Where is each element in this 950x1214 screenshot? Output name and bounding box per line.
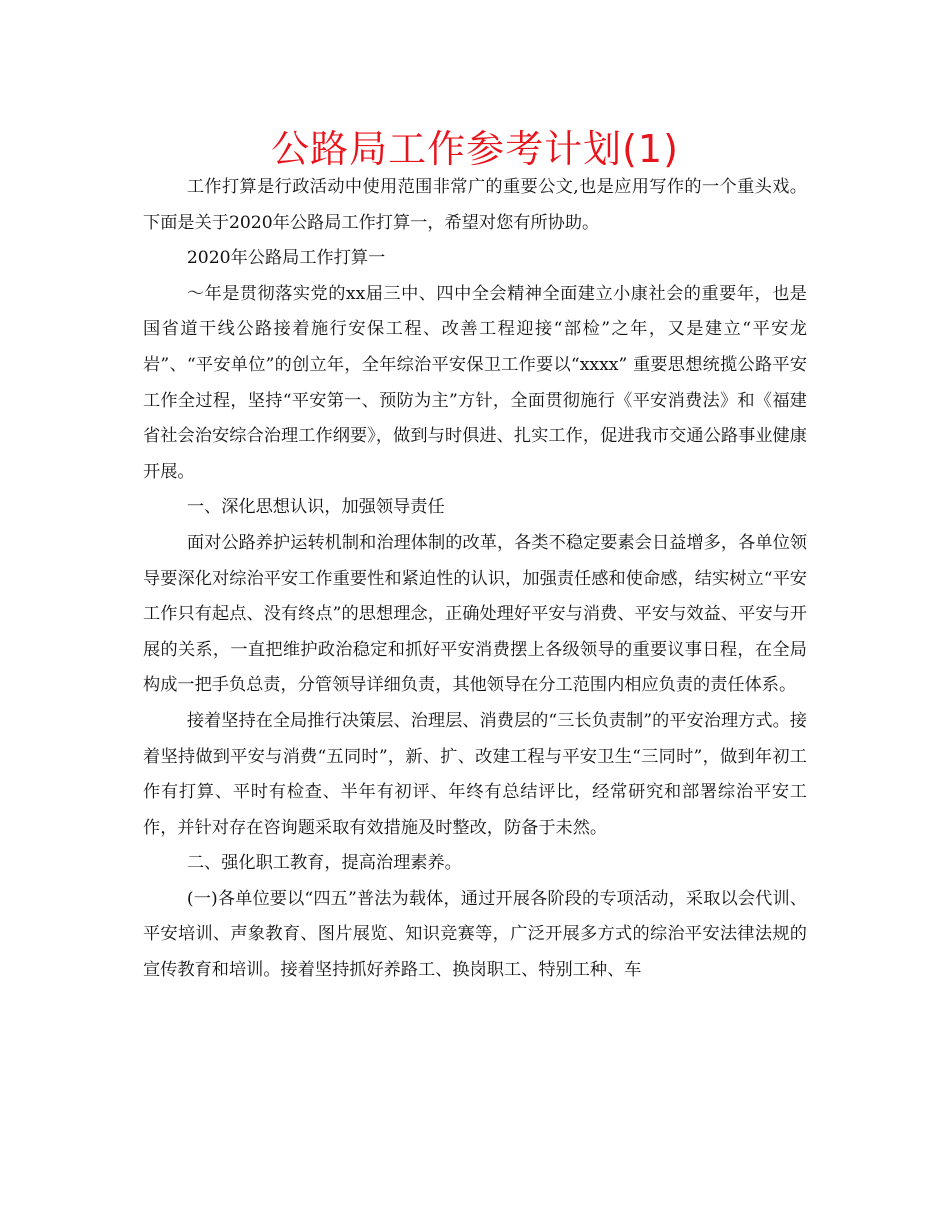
intro-paragraph: 工作打算是行政活动中使用范围非常广的重要公文,也是应用写作的一个重头戏。下面是关于2020年公路局工作打算一，希望对您有所协助。 [143,177,807,233]
body-paragraph: ～年是贯彻落实党的xx届三中、四中全会精神全面建立小康社会的重要年，也是国省道干线公路接着施行安保工程、改善工程迎接“部检”之年，又是建立“平安龙岩”、“平安单位”的创立年，全年综治平安保卫工作要以“xxxx” 重要思想统揽公路平安工作全过程，坚持“平安第一、预防为主”方针，全面贯彻施行《平安消费法》和《福建省社会治安综合治理工作纲要》，做到与时俱进、扎实工作，促进我市交通公路事业健康开展。 [143,283,807,482]
document-body [143,170,807,989]
body-paragraph: (一)各单位要以“四五”普法为载体，通过开展各阶段的专项活动，采取以会代训、平安培训、声象教育、图片展览、知识竞赛等，广泛开展多方式的综治平安法律法规的宣传教育和培训。接着坚持抓好养路工、换岗职工、特别工种、车 [143,888,807,981]
body-paragraph: 接着坚持在全局推行决策层、治理层、消费层的“三长负责制”的平安治理方式。接着坚持做到平安与消费“五同时”，新、扩、改建工程与平安卫生“三同时”，做到年初工作有打算、平时有检查、半年有初评、年终有总结评比，经常研究和部署综治平安工作，并针对存在咨询题采取有效措施及时整改，防备于未然。 [143,710,807,838]
document-title: 公路局工作参考计划(1) [271,127,679,171]
section-heading-1: 一、深化思想认识，加强领导责任 [186,497,445,518]
body-paragraph: 面对公路养护运转机制和治理体制的改革，各类不稳定要素会日益增多，各单位领导要深化对综治平安工作重要性和紧迫性的认识，加强责任感和使命感，结实树立“平安工作只有起点、没有终点”的思想理念，正确处理好平安与消费、平安与效益、平安与开展的关系，一直把维护政治稳定和抓好平安消费摆上各级领导的重要议事日程，在全局构成一把手负总责，分管领导详细负责，其他领导在分工范围内相应负责的责任体系。 [143,532,807,696]
section-heading-2: 二、强化职工教育，提高治理素养。 [186,853,462,874]
section-heading-plan: 2020年公路局工作打算一 [186,248,386,269]
